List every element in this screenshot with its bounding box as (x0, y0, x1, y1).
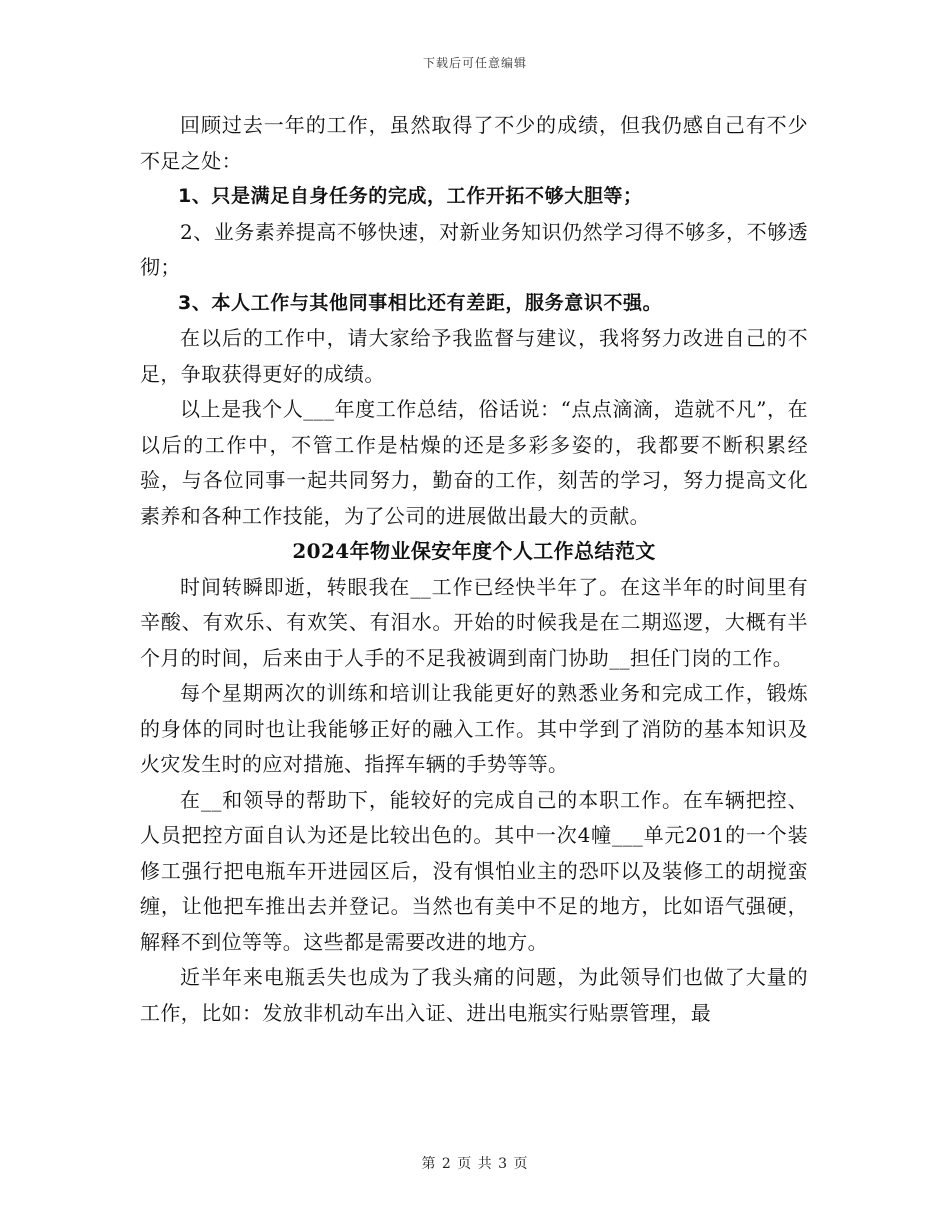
page-header-note: 下载后可任意编辑 (422, 56, 527, 70)
paragraph-review: 回顾过去一年的工作，虽然取得了不少的成绩，但我仍感自己有不少不足之处： (140, 113, 808, 173)
paragraph-summary: 以上是我个人___年度工作总结，俗话说：“点点滴滴，造就不凡”，在以后的工作中，不管工作是枯燥的还是多彩多姿的，我都要不断积累经验，与各位同事一起共同努力，勤奋的工作，刻苦的学习，努力提高文化素养和各种工作技能，为了公司的进展做出最大的贡献。 (140, 397, 808, 528)
section-title: 2024年物业保安年度个人工作总结范文 (292, 539, 656, 563)
paragraph-shortcoming-2: 2、业务素养提高不够快速，对新业务知识仍然学习得不够多，不够透彻； (140, 219, 808, 279)
paragraph-training: 每个星期两次的训练和培训让我能更好的熟悉业务和完成工作，锻炼的身体的同时也让我能够正好的融入工作。其中学到了消防的基本知识及火灾发生时的应对措施、指挥车辆的手势等等。 (140, 681, 808, 776)
document-body (140, 108, 808, 1031)
page-number: 第 2 页 共 3 页 (421, 1156, 529, 1172)
paragraph-shortcoming-1: 1、只是满足自身任务的完成，工作开拓不够大胆等； (178, 185, 643, 207)
paragraph-duty: 在__和领导的帮助下，能较好的完成自己的本职工作。在车辆把控、人员把控方面自认为还是比较出色的。其中一次4幢___单元201的一个装修工强行把电瓶车开进园区后，没有惧怕业主的恐吓以及装修工的胡搅蛮缠，让他把车推出去并登记。当然也有美中不足的地方，比如语气强硬，解释不到位等等。这些都是需要改进的地方。 (140, 787, 808, 954)
paragraph-time: 时间转瞬即逝，转眼我在__工作已经快半年了。在这半年的时间里有辛酸、有欢乐、有欢笑、有泪水。开始的时候我是在二期巡逻，大概有半个月的时间，后来由于人手的不足我被调到南门协助__担任门岗的工作。 (140, 574, 808, 670)
paragraph-theft: 近半年来电瓶丢失也成为了我头痛的问题，为此领导们也做了大量的工作，比如：发放非机动车出入证、进出电瓶实行贴票管理，最 (140, 965, 808, 1025)
paragraph-future: 在以后的工作中，请大家给予我监督与建议，我将努力改进自己的不足，争取获得更好的成绩。 (140, 326, 808, 386)
paragraph-shortcoming-3: 3、本人工作与其他同事相比还有差距，服务意识不强。 (178, 291, 663, 314)
